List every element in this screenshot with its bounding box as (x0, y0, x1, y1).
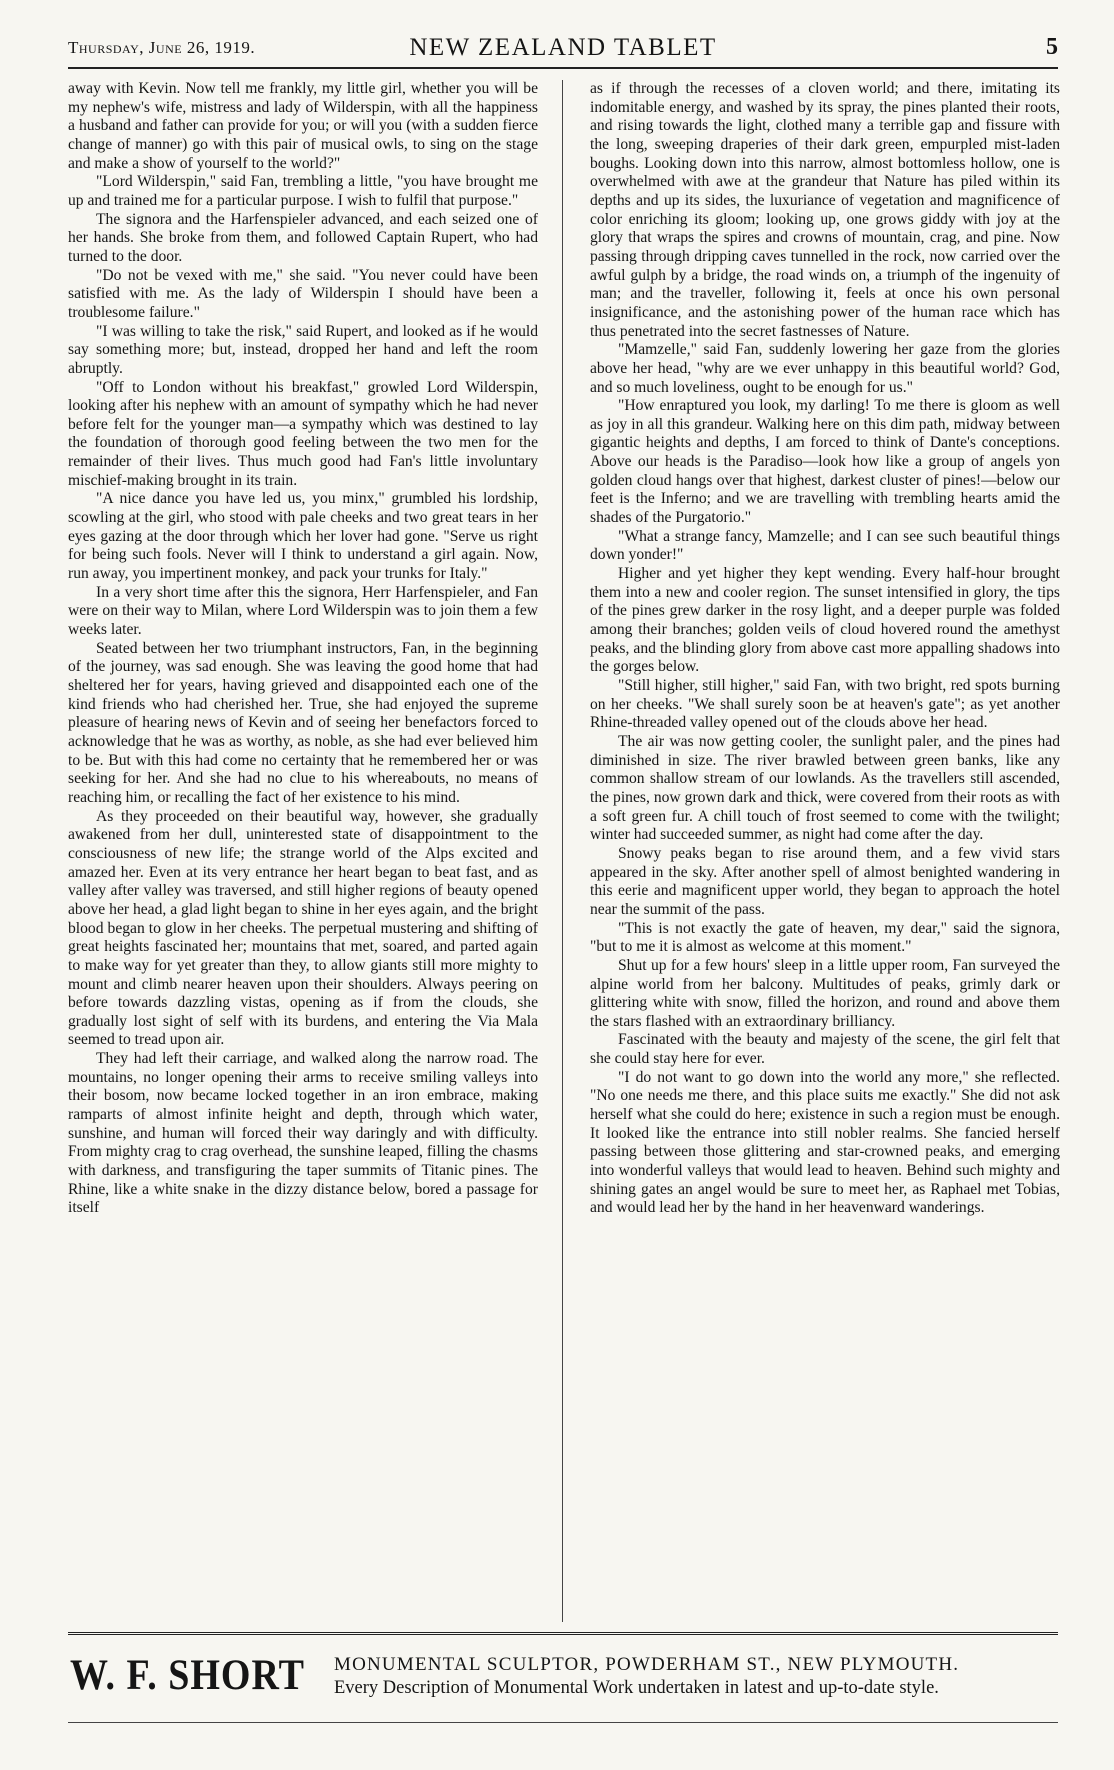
paragraph: "Lord Wilderspin," said Fan, trembling a little, "you have brought me up and trained me for a particular purpose. I wish to fulfil that purpose." (68, 173, 538, 209)
paragraph: as if through the recesses of a cloven world; and there, imitating its indomitable energy, and washed by its spray, the pines planted their roots, and rising towards the light, clothed many a terrible gap and fissure with the long, sweeping draperies of their dark green, empurpled mist-laden boughs. Looking down into this narrow, almost bottomless hollow, one is overwhelmed with awe at the grandeur that Nature has piled within its depths and up its sides, the luxuriance of vegetation and magnificence of color enriching its gloom; looking up, one grows giddy with joy at the glory that wraps the spires and crowns of mountain, crag, and pine. Now passing through dripping caves tunnelled in the rock, now carried over the awful gulph by a bridge, the road winds on, a triumph of the ingenuity of man; and the traveller, following it, feels at once his own personal insignificance, and the astonishing power of the human race which has thus penetrated into the secret fastnesses of Nature. (590, 80, 1060, 340)
paragraph: "What a strange fancy, Mamzelle; and I can see such beautiful things down yonder!" (590, 527, 1060, 564)
paragraph: "A nice dance you have led us, you minx," grumbled his lordship, scowling at the girl, who stood with pale cheeks and two great tears in her eyes gazing at the door through which her lover had gone. "Serve us right for being such fools. Never will I think to understand a girl again. Now, run away, you impertinent monkey, and pack your trunks for Italy." (68, 490, 538, 583)
right-column (590, 80, 1060, 1622)
page-number: 5 (1046, 34, 1058, 60)
paragraph: "I was willing to take the risk," said Rupert, and looked as if he would say something more; but, instead, dropped her hand and left the room abruptly. (68, 322, 538, 377)
paragraph: Higher and yet higher they kept wending. Every half-hour brought them into a new and cooler region. The sunset intensified in glory, the tips of the pines grew darker in the rosy light, and a deeper purple was folded among their branches; golden veils of cloud hovered round the amethyst peaks, and the blinding glory from above cast more appalling shadows into the gorges below. (590, 565, 1060, 676)
advertiser-name: W. F. SHORT (70, 1651, 305, 1700)
header-rule (68, 67, 1058, 69)
paragraph: They had left their carriage, and walked along the narrow road. The mountains, no longer opening their arms to receive smiling valleys into their bosom, now became locked together in an iron embrace, making ramparts of almost infinite height and depth, through which water, sunshine, and human will forced their way daringly and with difficulty. From mighty crag to crag overhead, the sunshine leaped, filling the chasms with darkness, and transfiguring the taper summits of Titanic pines. The Rhine, like a white snake in the dizzy distance below, bored a passage for itself (68, 1050, 538, 1217)
paragraph: "Mamzelle," said Fan, suddenly lowering her gaze from the glories above her head, "why are we ever unhappy in this beautiful world? God, and so much loveliness, ought to be enough for us." (590, 341, 1060, 396)
paragraph: Fascinated with the beauty and majesty of the scene, the girl felt that she could stay here for ever. (590, 1031, 1060, 1068)
issue-date: Thursday, June 26, 1919. (68, 38, 256, 57)
paragraph: Seated between her two triumphant instructors, Fan, in the beginning of the journey, was sad enough. She was leaving the good home that had sheltered her for years, having grieved and disappointed each one of the kind friends who had cherished her. True, she had enjoyed the supreme pleasure of hearing news of Kevin and of seeing her benefactors forced to acknowledge that he was as worthy, as noble, as she had ever believed him to be. But with this had come no certainty that he remembered her or was seeking for her. And she had no clue to his whereabouts, no means of reaching him, or recalling the fact of her existence to his mind. (68, 639, 538, 806)
publication-title: NEW ZEALAND TABLET (409, 34, 717, 61)
paragraph: "Do not be vexed with me," she said. "You never could have been satisfied with me. As the lady of Wilderspin I should have been a troublesome failure." (68, 266, 538, 321)
advertisement-top-rule (68, 1632, 1058, 1635)
advertisement (68, 1648, 1058, 1718)
paragraph: "Off to London without his breakfast," growled Lord Wilderspin, looking after his nephew with an amount of sympathy which he had never before felt for the younger man—a sympathy which was destined to lay the foundation of thorough good feeling between the two men for the remainder of their lives. Thus much good had Fan's little involuntary mischief-making brought in its train. (68, 378, 538, 489)
paragraph: "This is not exactly the gate of heaven, my dear," said the signora, "but to me it is almost as welcome at this moment." (590, 919, 1060, 956)
paragraph: The signora and the Harfenspieler advanced, and each seized one of her hands. She broke from them, and followed Captain Rupert, who had turned to the door. (68, 210, 538, 265)
left-column (68, 80, 538, 1622)
advertisement-bottom-rule (68, 1722, 1058, 1723)
paragraph: Snowy peaks began to rise around them, and a few vivid stars appeared in the sky. After another spell of almost benighted wandering in this eerie and magnificent upper world, they began to approach the hotel near the summit of the pass. (590, 844, 1060, 918)
paragraph: away with Kevin. Now tell me frankly, my little girl, whether you will be my nephew's wife, mistress and lady of Wilderspin, with all the happiness a husband and father can provide for you; or will you (with a sudden fierce change of manner) go with this pair of musical owls, to sing on the stage and make a show of yourself to the world?" (68, 80, 538, 172)
paragraph: "Still higher, still higher," said Fan, with two bright, red spots burning on her cheeks. "We shall surely soon be at heaven's gate"; as yet another Rhine-threaded valley opened out of the clouds above her head. (590, 677, 1060, 732)
advertisement-line-2: Every Description of Monumental Work undertaken in latest and up-to-date style. (334, 1678, 939, 1698)
paragraph: "How enraptured you look, my darling! To me there is gloom as well as joy in all this grandeur. Walking here on this dim path, midway between gigantic heights and depths, I am forced to think of Dante's conceptions. Above our heads is the Paradiso—look how like a group of angels yon golden cloud hangs over that highest, darkest cluster of pines!—below our feet is the Inferno; and we are travelling with trembling hearts amid the shades of the Purgatorio." (590, 397, 1060, 527)
paragraph: As they proceeded on their beautiful way, however, she gradually awakened from her dull, uninterested state of disappointment to the consciousness of new life; the strange world of the Alps excited and amazed her. Even at its very entrance her heart began to beat fast, and as valley after valley was traversed, and still higher regions of beauty opened above her head, a glad light began to shine in her eyes again, and the bright blood began to glow in her cheeks. The perpetual mustering and shifting of great heights fascinated her; mountains that met, soared, and parted again to make way for yet greater than they, to allow giants still more mighty to mount and climb nearer heaven upon their shoulders. Always peering on before towards dazzling vistas, opening as if from the clouds, she gradually lost sight of self with its burdens, and entering the Via Mala seemed to tread upon air. (68, 807, 538, 1049)
paragraph: The air was now getting cooler, the sunlight paler, and the pines had diminished in size. The river brawled between green banks, like any common shallow stream of our lowlands. As the travellers still ascended, the pines, now grown dark and thick, were covered from their roots as with a soft green fur. A chill touch of frost seemed to come with the twilight; winter had succeeded summer, as night had come after the day. (590, 732, 1060, 844)
paragraph: Shut up for a few hours' sleep in a little upper room, Fan surveyed the alpine world from her balcony. Multitudes of peaks, grimly dark or glittering white with snow, filled the horizon, and round and above them the stars flashed with an extraordinary brilliancy. (590, 956, 1060, 1030)
paragraph: In a very short time after this the signora, Herr Harfenspieler, and Fan were on their way to Milan, where Lord Wilderspin was to join them a few weeks later. (68, 583, 538, 639)
column-divider (562, 80, 563, 1622)
paragraph: "I do not want to go down into the world any more," she reflected. "No one needs me there, and this place suits me exactly." She did not ask herself what she could do here; existence in such a region must be enough. It looked like the entrance into still nobler realms. She fancied herself passing between those glittering and star-crowned peaks, and emerging into wonderful valleys that would lead to heaven. Behind such mighty and shining gates an angel would be sure to meet her, as Raphael met Tobias, and would lead her by the hand in her heavenward wanderings. (590, 1068, 1060, 1217)
advertisement-line-1: MONUMENTAL SCULPTOR, POWDERHAM ST., NEW PLYMOUTH. (334, 1654, 960, 1675)
page-header (68, 30, 1058, 66)
